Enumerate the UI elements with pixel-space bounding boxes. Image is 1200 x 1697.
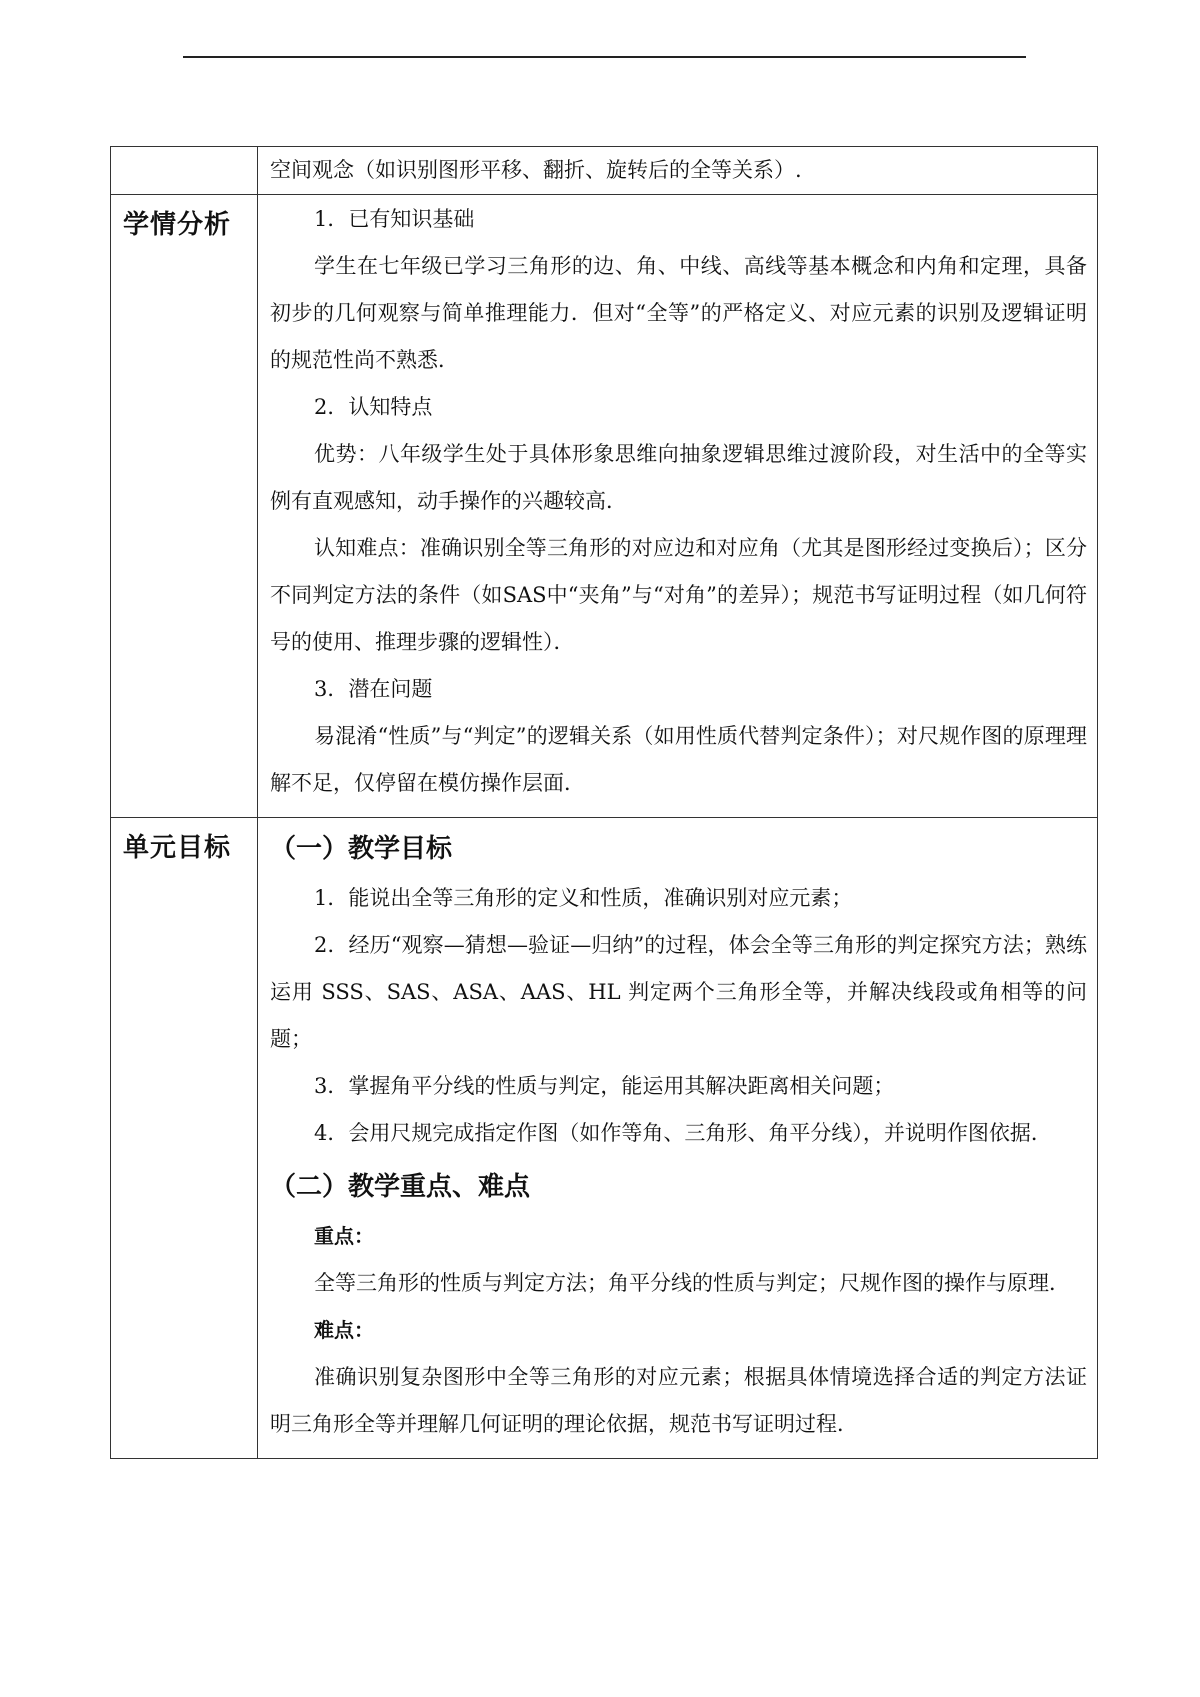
goal-item: 1．能说出全等三角形的定义和性质，准确识别对应元素； (314, 886, 853, 910)
row-content-unit-goals (258, 818, 1098, 1459)
paragraph: 认知难点：准确识别全等三角形的对应边和对应角（尤其是图形经过变换后）；区分不同判定方法的条件（如SAS中“夹角”与“对角”的差异）；规范书写证明过程（如几何符号的使用、推理步骤的逻辑性）． (270, 536, 1087, 654)
section-heading: （一）教学目标 (270, 834, 453, 864)
lesson-plan-table (110, 146, 1098, 1459)
key-points-text: 全等三角形的性质与判定方法；角平分线的性质与判定；尺规作图的操作与原理． (314, 1271, 1070, 1295)
paragraph: 易混淆“性质”与“判定”的逻辑关系（如用性质代替判定条件）；对尺规作图的原理理解不足，仅停留在模仿操作层面． (270, 724, 1087, 795)
section-heading: （二）教学重点、难点 (270, 1172, 531, 1202)
goal-item: 3．掌握角平分线的性质与判定，能运用其解决距离相关问题； (314, 1074, 895, 1098)
table-row-unit-goals (111, 818, 1098, 1459)
goal-item: 2．经历“观察—猜想—验证—归纳”的过程，体会全等三角形的判定探究方法；熟练运用 SSS、SAS、ASA、AAS、HL 判定两个三角形全等，并解决线段或角相等的问题； (270, 933, 1087, 1051)
unit-goals-label: 单元目标 (123, 833, 232, 863)
spatial-concept-text: 空间观念（如识别图形平移、翻折、旋转后的全等关系）. (270, 158, 802, 182)
header-rule (183, 56, 1026, 58)
paragraph: 优势：八年级学生处于具体形象思维向抽象逻辑思维过渡阶段，对生活中的全等实例有直观感知，动手操作的兴趣较高． (270, 442, 1087, 513)
student-analysis-label: 学情分析 (123, 210, 232, 240)
row-label-unit-goals (111, 818, 258, 1459)
difficulties-text: 准确识别复杂图形中全等三角形的对应元素；根据具体情境选择合适的判定方法证明三角形全等并理解几何证明的理论依据，规范书写证明过程． (270, 1365, 1087, 1436)
item-heading: 3．潜在问题 (314, 677, 433, 701)
row-content-student-analysis (258, 195, 1098, 818)
row-label-student-analysis (111, 195, 258, 818)
row-content-spatial-concept (258, 147, 1098, 195)
row-label-empty (111, 147, 258, 195)
item-heading: 2．认知特点 (314, 395, 433, 419)
table-row-student-analysis (111, 195, 1098, 818)
difficulties-label: 难点： (314, 1318, 374, 1342)
key-points-label: 重点： (314, 1224, 374, 1248)
item-heading: 1．已有知识基础 (314, 207, 475, 231)
paragraph: 学生在七年级已学习三角形的边、角、中线、高线等基本概念和内角和定理，具备初步的几何观察与简单推理能力．但对“全等”的严格定义、对应元素的识别及逻辑证明的规范性尚不熟悉． (270, 254, 1087, 372)
goal-item: 4．会用尺规完成指定作图（如作等角、三角形、角平分线），并说明作图依据． (314, 1121, 1052, 1145)
table-row-spatial-concept (111, 147, 1098, 195)
